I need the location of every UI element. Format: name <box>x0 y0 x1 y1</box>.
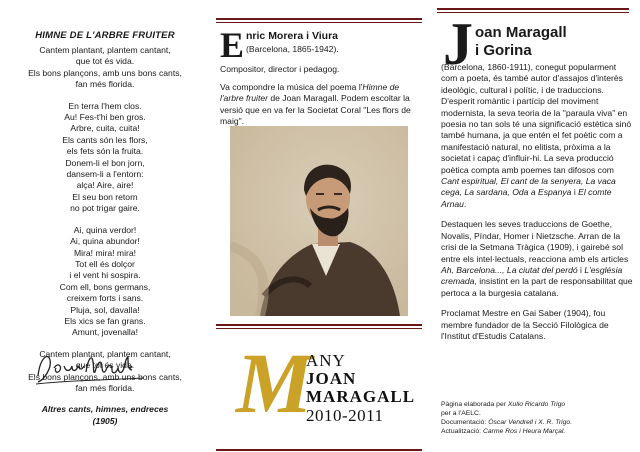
poem-line: En terra l'hem clos. <box>68 100 142 111</box>
year-joan: JOAN <box>306 369 357 388</box>
composer-name: nric Morera i Viura <box>246 30 339 42</box>
poem-line: Pluja, sol, davalla! <box>70 304 140 315</box>
monogram-m: M <box>236 335 313 431</box>
credit-label: Pàgina elaborada per <box>441 401 508 408</box>
poem-line: dansem-li a l'entorn: <box>66 169 144 180</box>
poem-line: Ai, quina verdor! <box>73 224 137 235</box>
desc-text: Va compondre la música del poema l' <box>220 81 363 92</box>
poem-line: Cantem plantant, plantem cantant, <box>39 45 171 55</box>
year-text <box>306 352 415 426</box>
credit-update <box>441 427 633 436</box>
poem-line: creixem forts i sans. <box>66 293 144 304</box>
credit-label: Documentació: <box>441 419 489 426</box>
year-any: ANY <box>306 351 346 370</box>
composer-dates: (Barcelona, 1865-1942). <box>246 44 339 54</box>
dropcap-j: J <box>443 11 473 77</box>
poem-line: Els xics se fan grans. <box>64 315 146 326</box>
poem-line: Arbre, cuita, cuita! <box>70 123 140 134</box>
poem-line: Donem-li el bon jorn, <box>65 157 145 168</box>
bio-name-line1: oan Maragall <box>475 24 567 41</box>
credit-label: Actualització: <box>441 428 483 435</box>
composer-description <box>220 82 420 128</box>
desc-poem-title: Himne de l'arbre fruiter <box>220 81 400 103</box>
book-title: Altres cants, himnes, endreces <box>41 404 169 414</box>
poem-line: Cantem plantant, plantem cantant, <box>39 348 171 359</box>
bio-paragraph-1 <box>441 62 633 210</box>
poem-title: HIMNE DE L'ARBRE FRUITER <box>35 30 175 41</box>
poem-line: els fets són la fruita. <box>66 146 144 157</box>
poem-line: El seu bon retorn <box>72 191 138 202</box>
poem-line: Mira! mira! mira! <box>73 247 137 258</box>
poem-line: que tot és vida. <box>75 56 135 67</box>
bio-text-run: . <box>463 198 467 209</box>
poem-line: Com ell, bons germans, <box>59 281 151 292</box>
book-caption <box>6 404 204 427</box>
bio-text <box>441 62 633 351</box>
composer-block <box>220 25 420 128</box>
stanza-2 <box>6 101 204 215</box>
poem-line: Ai, quina abundor! <box>70 236 140 247</box>
top-rule <box>216 18 422 23</box>
year-maragall: MARAGALL <box>306 387 416 406</box>
credit-org: per a l'AELC. <box>441 410 481 417</box>
poem-line: fan més florida. <box>75 79 135 90</box>
year-range: 2010-2011 <box>306 406 384 425</box>
credit-name: Xulio Ricardo Trigo <box>507 401 566 408</box>
stanza-1 <box>6 45 204 91</box>
poem-line: Amunt, jovenalla! <box>72 327 138 338</box>
poem-line: Els cants són les flors, <box>62 134 148 145</box>
bio-text-run: (Barcelona, 1860-1911), conegut popularment com a poeta, és també autor d'assajos d'interès ideològic, cultural i polític, i de traduccions. D'esperit romàntic i partícip del moviment modernista, la seva teoria de la "paraula viva" en poesia no tan sols té una significació estètica sinó també humana, ja que entén el fet poètic com a manifestació natural, no elitista, pròxima a la societat i capaç d'influir-hi. La seva producció poètica compta amb poemes tan difosos com <box>441 62 632 175</box>
credits <box>441 400 633 436</box>
stanza-3 <box>6 225 204 339</box>
credit-documentation <box>441 418 633 427</box>
credit-name: Òscar Vendrell i X. R. Trigo. <box>488 419 573 426</box>
poem-line: no pot trigar gaire. <box>70 203 140 214</box>
year-logo <box>236 335 416 439</box>
bio-text-run: i <box>571 187 579 198</box>
dropcap-e: E <box>220 25 245 65</box>
credit-name: Carme Ros i Heura Marçal. <box>482 428 566 435</box>
bio-text-run: , insistint en la part de responsabilitat que pertoca a la burgesia catalana. <box>441 276 633 298</box>
composer-role: Compositor, director i pedagog. <box>220 64 340 74</box>
poem-line: fan més florida. <box>75 382 135 393</box>
poem-line: Au! Fes-t'hi ben gros. <box>64 112 146 123</box>
credit-author <box>441 400 633 409</box>
poem-line: que tot és vida. <box>75 360 135 371</box>
bio-works: Cant espiritual, El cant de la senyera, La vaca cega, La sardana, Oda a Espanya <box>441 176 616 198</box>
bio-paragraph-2 <box>441 219 633 299</box>
maragall-portrait <box>230 126 408 316</box>
bio-articles: Ah, Barcelona..., La ciutat del perdó <box>441 264 578 275</box>
poem-line: Tot ell és dolçor <box>75 258 135 269</box>
bio-name-line2: i Gorina <box>475 42 532 59</box>
poem-line: Els bons plançons, amb uns bons cants, <box>28 371 182 382</box>
bio-text-run: i <box>577 264 585 275</box>
mid-rule <box>216 324 422 329</box>
desc-text: de Joan Maragall. Podem escoltar la versió que en va fer la Societat Coral "Les flors de maig". <box>220 93 411 126</box>
poem-line: Els bons plançons, amb uns bons cants, <box>28 67 182 78</box>
book-year: (1905) <box>92 415 118 426</box>
poem-line: alça! Aire, aire! <box>76 180 134 191</box>
bio-text-run: Destaquen les seves traduccions de Goethe, Novalis, Píndar, Homer i Nietzsche. Arran de la crisi de la Setmana Tràgica (1909), i gairebé sol entre els intel·lectuals, reacciona amb els articles <box>441 219 629 264</box>
bio-works: El comte Arnau <box>441 187 612 209</box>
poem-line: i el vent hi sospira. <box>69 270 141 281</box>
bio-articles: L'església cremada <box>441 264 623 287</box>
maragall-signature <box>30 346 150 388</box>
bio-name <box>475 24 567 60</box>
bio-paragraph-3: Proclamat Mestre en Gai Saber (1904), fou membre fundador de la Secció Filològica de l'Institut d'Estudis Catalans. <box>441 308 609 341</box>
